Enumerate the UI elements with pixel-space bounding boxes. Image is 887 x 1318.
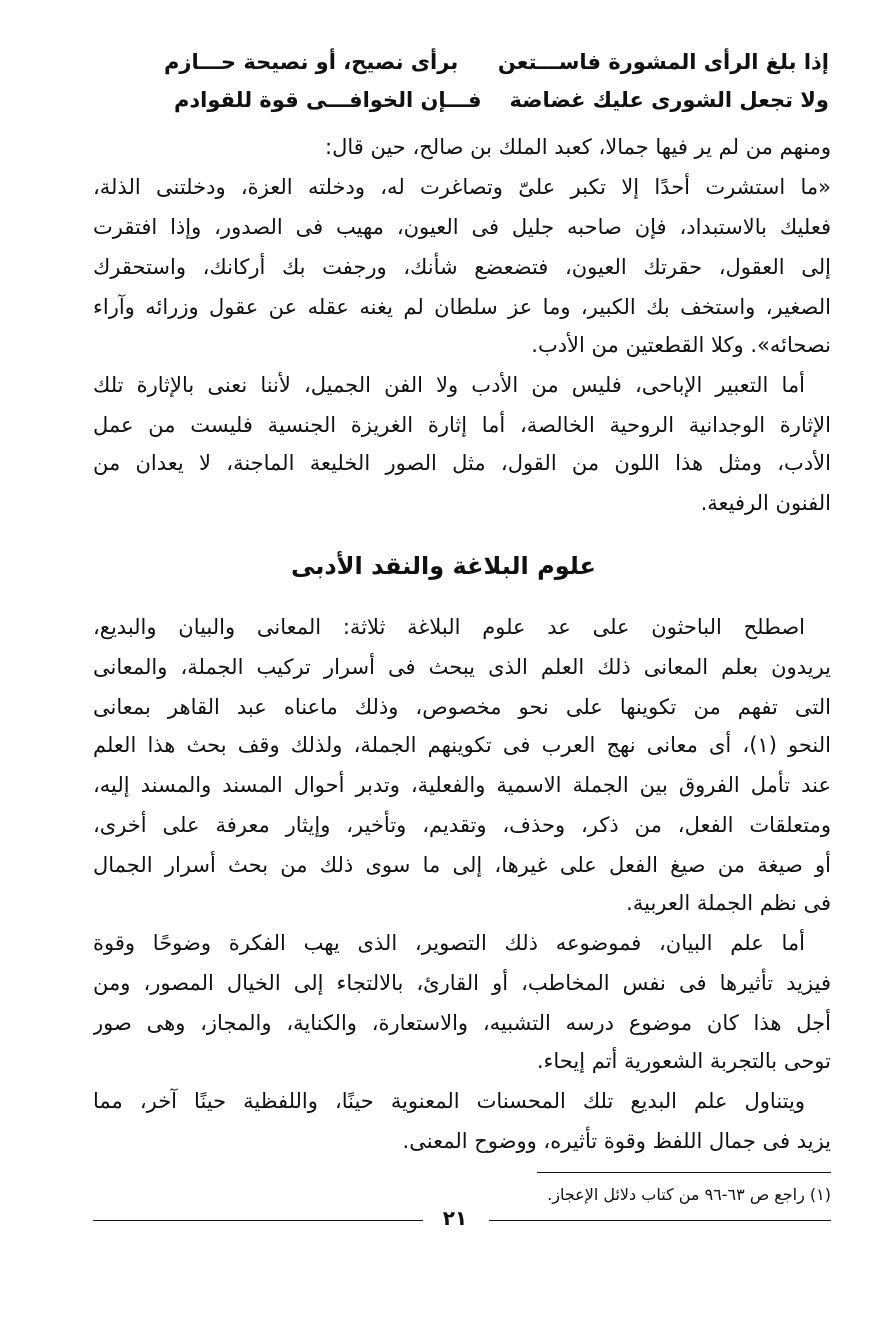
poem-verse-2-second-hemistich: فـــإن الخوافـــى قوة للقوادم xyxy=(174,88,482,112)
paragraph-line: النحو (١)، أى معانى نهج العرب فى تكوينهم الجملة، ولذلك وقف بحث هذا العلم xyxy=(93,733,831,757)
poem-verse-2-first-hemistich: ولا تجعل الشورى عليك غضاضة xyxy=(509,88,829,112)
paragraph-line: التى تفهم من تكوينها على نحو مخصوص، وذلك ماعناه عبد القاهر بمعانى xyxy=(93,695,831,719)
paragraph-line: يزيد فى جمال اللفظ وقوة تأثيره، ووضوح المعنى. xyxy=(402,1129,831,1153)
paragraph-line: عند تأمل الفروق بين الجملة الاسمية والفعلية، وتدبر أحوال المسند والمسند إليه، xyxy=(93,773,831,797)
paragraph-line: نصحائه». وكلا القطعتين من الأدب. xyxy=(531,333,831,357)
paragraph-line: فعليك بالاستبداد، فإن صاحبه جليل فى العيون، مهيب فى الصدور، وإذا افتقرت xyxy=(93,215,831,239)
section-heading: علوم البلاغة والنقد الأدبى xyxy=(291,552,596,580)
paragraph-line: ويتناول علم البديع تلك المحسنات المعنوية حينًا، واللفظية حينًا آخر، مما xyxy=(93,1089,805,1113)
paragraph-line: إلى العقول، حقرتك العيون، فتضعضع شأنك، ورجفت بك أركانك، واستحقرك xyxy=(93,255,831,279)
footer-rule-right xyxy=(489,1220,831,1221)
paragraph-line: أما التعبير الإباحى، فليس من الأدب ولا الفن الجميل، لأننا نعنى بالإثارة تلك xyxy=(93,373,805,397)
poem-verse-1-second-hemistich: برأى نصيح، أو نصيحة حـــازم xyxy=(164,50,459,74)
paragraph-line: الصغير، واستخف بك الكبير، وما عز سلطان لم يغنه عقله عن عقول وزرائه وآراء xyxy=(93,295,831,319)
paragraph-line: أو صيغة من صيغ الفعل على غيرها، إلى ما سوى ذلك من بحث أسرار الجمال xyxy=(93,853,831,877)
footnote: (١) راجع ص ٦٣-٩٦ من كتاب دلائل الإعجاز. xyxy=(547,1185,831,1204)
paragraph-line: أما علم البيان، فموضوعه ذلك التصوير، الذى يهب الفكرة وضوحًا وقوة xyxy=(93,931,805,955)
page-number: ٢١ xyxy=(442,1206,468,1230)
paragraph-line: ومنهم من لم ير فيها جمالا، كعبد الملك بن صالح، حين قال: xyxy=(325,135,831,159)
footer-rule-left xyxy=(93,1220,423,1221)
footnote-separator xyxy=(537,1172,831,1173)
paragraph-line: فى نظم الجملة العربية. xyxy=(626,891,831,915)
paragraph-line: فيزيد تأثيرها فى نفس المخاطب، أو القارئ، بالالتجاء إلى الخيال المصور، ومن xyxy=(93,971,831,995)
paragraph-line: اصطلح الباحثون على عد علوم البلاغة ثلاثة: المعانى والبيان والبديع، xyxy=(93,615,805,639)
paragraph-line: توحى بالتجربة الشعورية أتم إيحاء. xyxy=(536,1049,831,1073)
poem-verse-1-first-hemistich: إذا بلغ الرأى المشورة فاســـتعن xyxy=(497,50,829,74)
paragraph-line: ومتعلقات الفعل، من ذكر، وحذف، وتقديم، وتأخير، وإيثار معرفة على أخرى، xyxy=(93,813,831,837)
paragraph-line: «ما استشرت أحدًا إلا تكبر علىّ وتصاغرت له، ودخلته العزة، ودخلتنى الذلة، xyxy=(93,175,831,199)
paragraph-line: الأدب، ومثل هذا اللون من القول، مثل الصور الخليعة الماجنة، لا يعدان من xyxy=(93,451,831,475)
paragraph-line: الإثارة الوجدانية الروحية الخالصة، أما إثارة الغريزة الجنسية فليست من عمل xyxy=(93,413,831,437)
paragraph-line: الفنون الرفيعة. xyxy=(700,491,831,515)
paragraph-line: يريدون بعلم المعانى ذلك العلم الذى يبحث فى أسرار تركيب الجملة، والمعانى xyxy=(93,655,831,679)
paragraph-line: أجل هذا كان موضوع درسه التشبيه، والاستعارة، والكناية، والمجاز، وهى صور xyxy=(93,1011,831,1035)
